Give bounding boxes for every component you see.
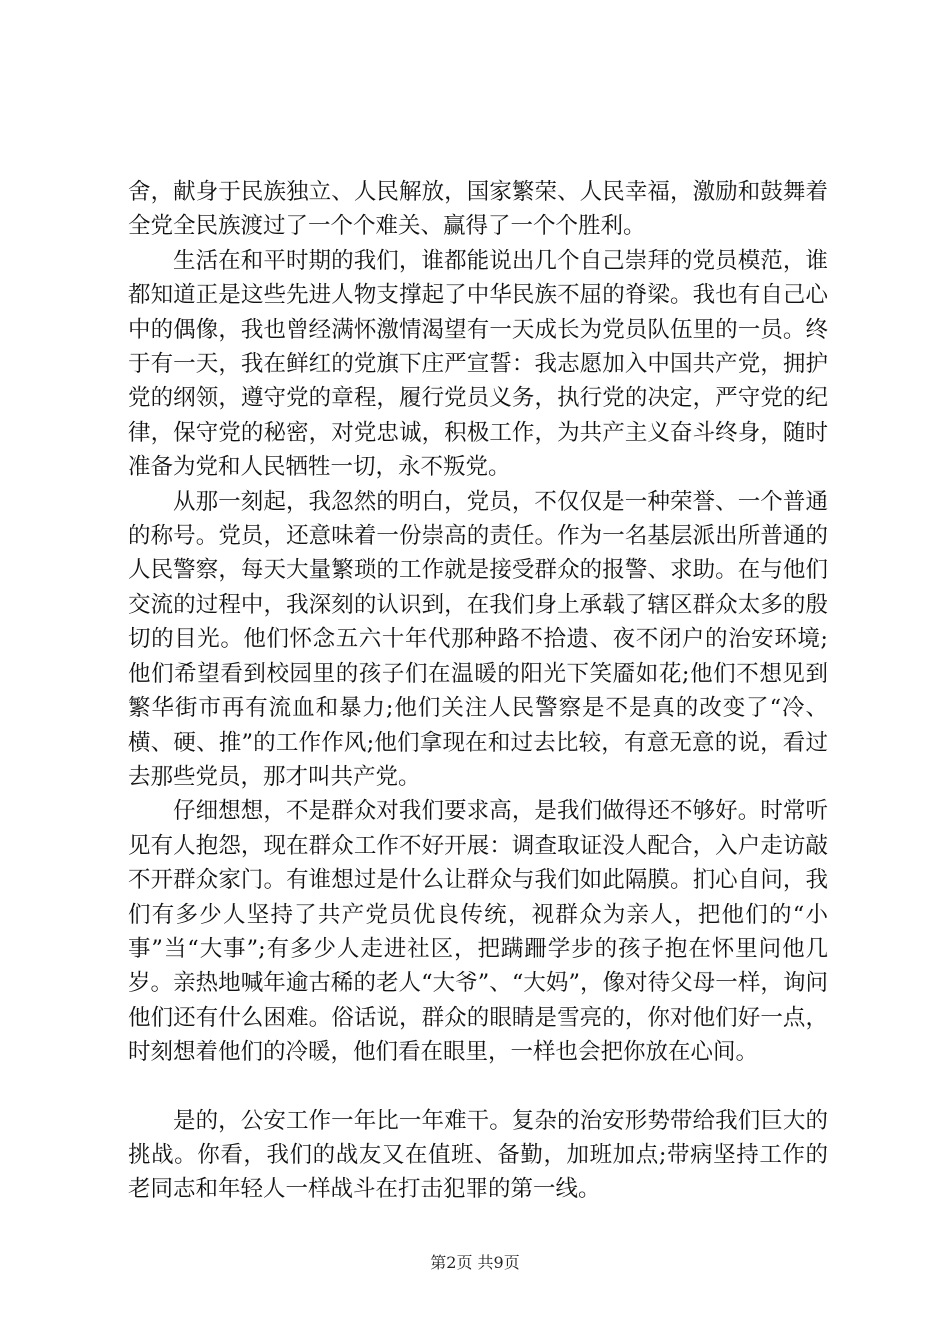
paragraph-1: 舍，献身于民族独立、人民解放，国家繁荣、人民幸福，激励和鼓舞着全党全民族渡过了一个个难关、赢得了一个个胜利。 bbox=[128, 179, 828, 240]
page-footer: 第2页 共9页 bbox=[430, 1253, 520, 1272]
paragraph-2: 生活在和平时期的我们，谁都能说出几个自己崇拜的党员模范，谁都知道正是这些先进人物支撑起了中华民族不屈的脊梁。我也有自己心中的偶像，我也曾经满怀激情渴望有一天成长为党员队伍里的一员。终于有一天，我在鲜红的党旗下庄严宣誓：我志愿加入中国共产党，拥护党的纲领，遵守党的章程，履行党员义务，执行党的决定，严守党的纪律，保守党的秘密，对党忠诚，积极工作，为共产主义奋斗终身，随时准备为党和人民牺牲一切，永不叛党。 bbox=[128, 247, 828, 481]
paragraph-3: 从那一刻起，我忽然的明白，党员，不仅仅是一种荣誉、一个普通的称号。党员，还意味着一份崇高的责任。作为一名基层派出所普通的人民警察，每天大量繁琐的工作就是接受群众的报警、求助。在与他们交流的过程中，我深刻的认识到，在我们身上承载了辖区群众太多的殷切的目光。他们怀念五六十年代那种路不拾遗、夜不闭户的治安环境;他们希望看到校园里的孩子们在温暖的阳光下笑靥如花;他们不想见到繁华街市再有流血和暴力;他们关注人民警察是不是真的改变了“冷、横、硬、推”的工作作风;他们拿现在和过去比较，有意无意的说，看过去那些党员，那才叫共产党。 bbox=[128, 488, 828, 790]
paragraph-4: 仔细想想，不是群众对我们要求高，是我们做得还不够好。时常听见有人抱怨，现在群众工作不好开展：调查取证没人配合，入户走访敲不开群众家门。有谁想过是什么让群众与我们如此隔膜。扪心自问，我们有多少人坚持了共产党员优良传统，视群众为亲人，把他们的“小事”当“大事”;有多少人走进社区，把蹒跚学步的孩子抱在怀里问他几岁。亲热地喊年逾古稀的老人“大爷”、“大妈”，像对待父母一样，询问他们还有什么困难。俗话说，群众的眼睛是雪亮的，你对他们好一点，时刻想着他们的冷暖，他们看在眼里，一样也会把你放在心间。 bbox=[128, 798, 828, 1066]
document-body bbox=[128, 175, 828, 1207]
paragraph-5: 是的，公安工作一年比一年难干。复杂的治安形势带给我们巨大的挑战。你看，我们的战友又在值班、备勤，加班加点;带病坚持工作的老同志和年轻人一样战斗在打击犯罪的第一线。 bbox=[128, 1107, 828, 1203]
paragraph-gap bbox=[128, 1070, 828, 1104]
